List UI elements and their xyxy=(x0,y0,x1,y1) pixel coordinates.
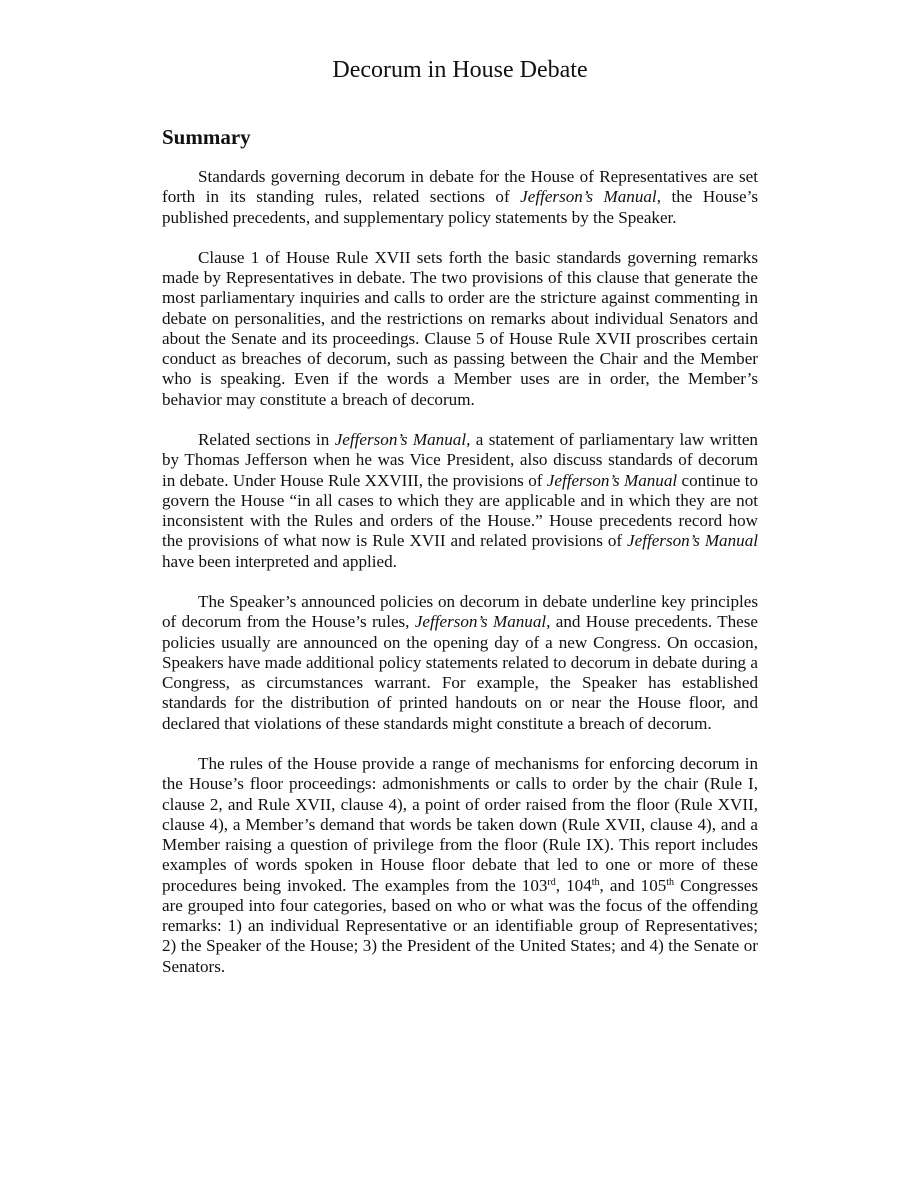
summary-body xyxy=(162,167,758,997)
paragraph-3-italic-2: Jefferson’s Manual xyxy=(546,470,678,490)
ordinal-suffix-th: th xyxy=(666,876,675,888)
paragraph-5 xyxy=(162,754,758,977)
paragraph-5-text-4: Congresses are grouped into four categories, based on who or what was the focus of the offending remarks: 1) an individual Representative or an identifiable group of Representatives; 2) the Speaker of the House; 3) the President of the United States; and 4) the Senate or Senators. xyxy=(162,875,759,976)
paragraph-4-italic-1: Jefferson’s Manual xyxy=(414,612,547,632)
document-title: Decorum in House Debate xyxy=(332,57,588,83)
section-heading-summary: Summary xyxy=(162,125,251,149)
paragraph-5-text-3: , and xyxy=(599,875,641,895)
paragraph-3-text-4: have been interpreted and applied. xyxy=(162,551,397,571)
paragraph-3-italic-1: Jefferson’s Manual, xyxy=(334,430,471,450)
paragraph-1-text-1: Standards governing decorum in debate for the House of Representatives are set forth in its standing rules, related sections of xyxy=(162,167,758,207)
paragraph-3-text-1: Related sections in xyxy=(198,430,335,450)
paragraph-3-text-2: a statement of parliamentary law written by Thomas Jefferson when he was Vice President, also discuss standards of decorum in debate. Under House Rule XXVIII, the provisions of xyxy=(162,430,758,490)
ordinal-suffix-th: th xyxy=(591,876,600,888)
paragraph-4-text-2: , and House precedents. These policies usually are announced on the opening day of a new Congress. On occasion, Speakers have made additional policy statements related to decorum in debate during a Congress, as circumstances warrant. For example, the Speaker has established standards for the distribution of printed handouts on or near the House floor, and declared that violations of these standards might constitute a breach of decorum. xyxy=(162,612,759,733)
paragraph-4-text-1: The Speaker’s announced policies on decorum in debate underline key principles of decorum from the House’s rules, xyxy=(162,592,758,632)
paragraph-1 xyxy=(162,167,758,228)
congress-number-105: 105 xyxy=(640,875,667,895)
paragraph-2: Clause 1 of House Rule XVII sets forth the basic standards governing remarks made by Representatives in debate. The two provisions of this clause that generate the most parliamentary inquiries and calls to order are the stricture against commenting in debate on personalities, and the restrictions on remarks about individual Senators and about the Senate and its proceedings. Clause 5 of House Rule XVII proscribes certain conduct as breaches of decorum, such as passing between the Chair and the Member who is speaking. Even if the words a Member uses are in order, the Member’s behavior may constitute a breach of decorum. xyxy=(162,247,758,409)
paragraph-5-text-1: The rules of the House provide a range of mechanisms for enforcing decorum in the House’s floor proceedings: admonishments or calls to order by the chair (Rule I, clause 2, and Rule XVII, clause 4), a point of order raised from the floor (Rule XVII, clause 4), a Member’s demand that words be taken down (Rule XVII, clause 4), and a Member raising a question of privilege from the floor (Rule IX). This report includes examples of words spoken in House floor debate that led to one or more of these procedures being invoked. The examples from the xyxy=(162,754,758,895)
congress-number-103: 103 xyxy=(521,875,548,895)
paragraph-3-text-3: continue to govern the House “in all cases to which they are applicable and in which they are not inconsistent with the Rules and orders of the House.” House precedents record how the provisions of what now is Rule XVII and related provisions of xyxy=(162,470,759,551)
paragraph-4 xyxy=(162,592,758,734)
paragraph-1-italic-1: Jefferson’s Manual xyxy=(520,187,657,207)
paragraph-1-text-2: , the House’s published precedents, and supplementary policy statements by the Speaker. xyxy=(162,187,758,227)
paragraph-5-text-2: , xyxy=(555,875,567,895)
ordinal-suffix-rd: rd xyxy=(547,876,556,888)
congress-number-104: 104 xyxy=(566,875,592,895)
paragraph-3 xyxy=(162,430,758,572)
paragraph-3-italic-3: Jefferson’s Manual xyxy=(627,531,758,551)
